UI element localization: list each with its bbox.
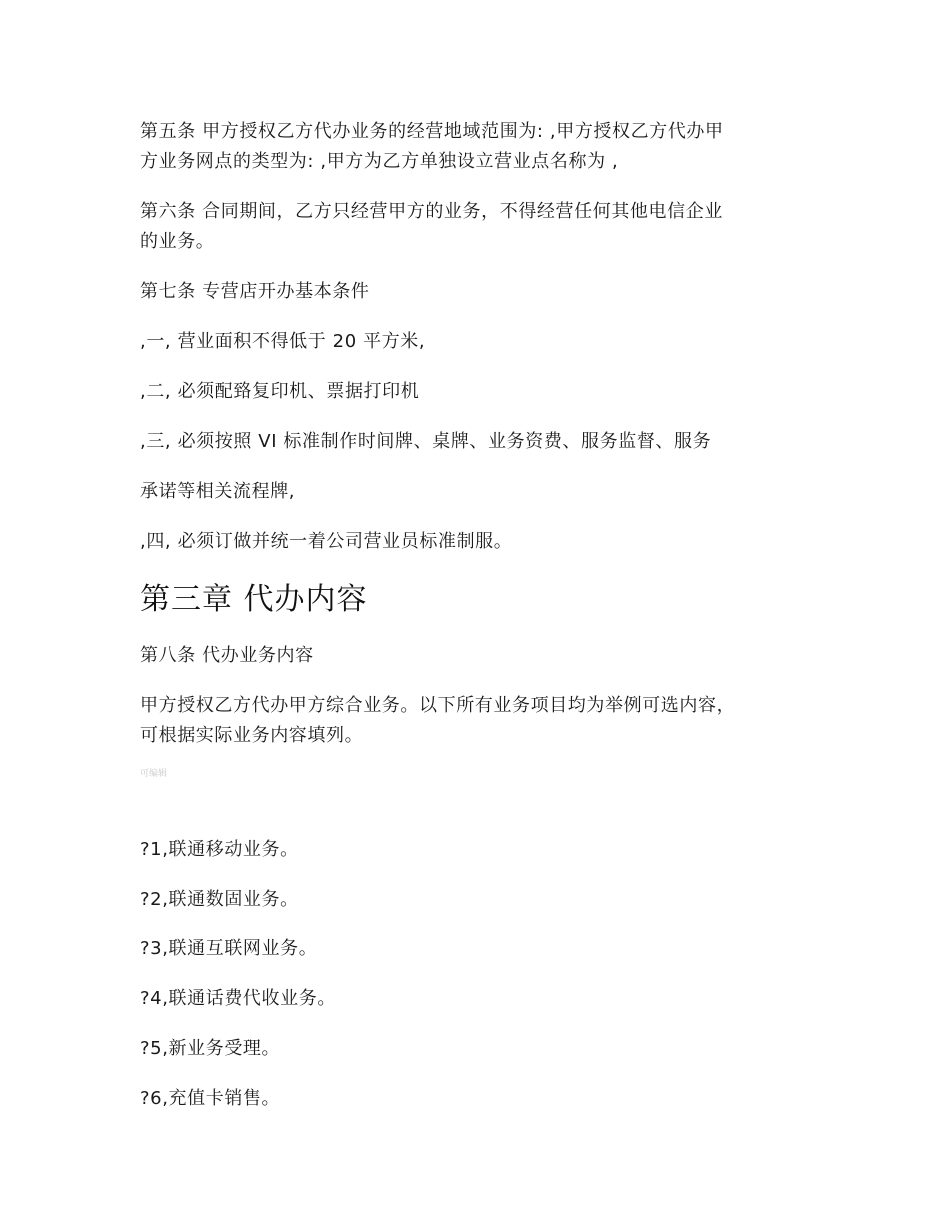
editable-watermark: 可编辑 [140,769,168,779]
article-7-title: 第七条 专营店开办基本条件 [140,281,370,302]
article-8-line-1: 甲方授权乙方代办甲方综合业务。以下所有业务项目均为举例可选内容， [140,695,736,716]
article-5-line-1: 第五条 甲方授权乙方代办业务的经营地域范围为: ,甲方授权乙方代办甲 [140,121,724,142]
article-7-item-4: ,四, 必须订做并统一着公司营业员标准制服。 [140,531,513,552]
business-item-1: ?1,联通移动业务。 [140,839,299,860]
business-item-2: ?2,联通数固业务。 [140,889,299,910]
business-item-6: ?6,充值卡销售。 [140,1088,281,1109]
chapter-3-heading: 第三章 代办内容 [140,582,368,617]
article-8-line-2: 可根据实际业务内容填列。 [140,725,364,746]
article-8-title: 第八条 代办业务内容 [140,645,314,666]
business-item-4: ?4,联通话费代收业务。 [140,988,336,1009]
article-7-item-3-line-1: ,三, 必须按照 VI 标准制作时间牌、桌牌、业务资费、服务监督、服务 [140,431,712,452]
business-item-5: ?5,新业务受理。 [140,1038,281,1059]
article-6-line-1: 第六条 合同期间，乙方只经营甲方的业务，不得经营任何其他电信企业 [140,201,723,222]
article-5-line-2: 方业务网点的类型为: ,甲方为乙方单独设立营业点名称为 , [140,151,619,172]
business-item-3: ?3,联通互联网业务。 [140,938,318,959]
article-7-item-3-line-2: 承诺等相关流程牌, [140,481,296,502]
article-6-line-2: 的业务。 [140,231,215,252]
article-7-item-1: ,一, 营业面积不得低于 20 平方米, [140,331,426,352]
article-7-item-2: ,二, 必须配臵复印机、票据打印机 [140,381,420,402]
